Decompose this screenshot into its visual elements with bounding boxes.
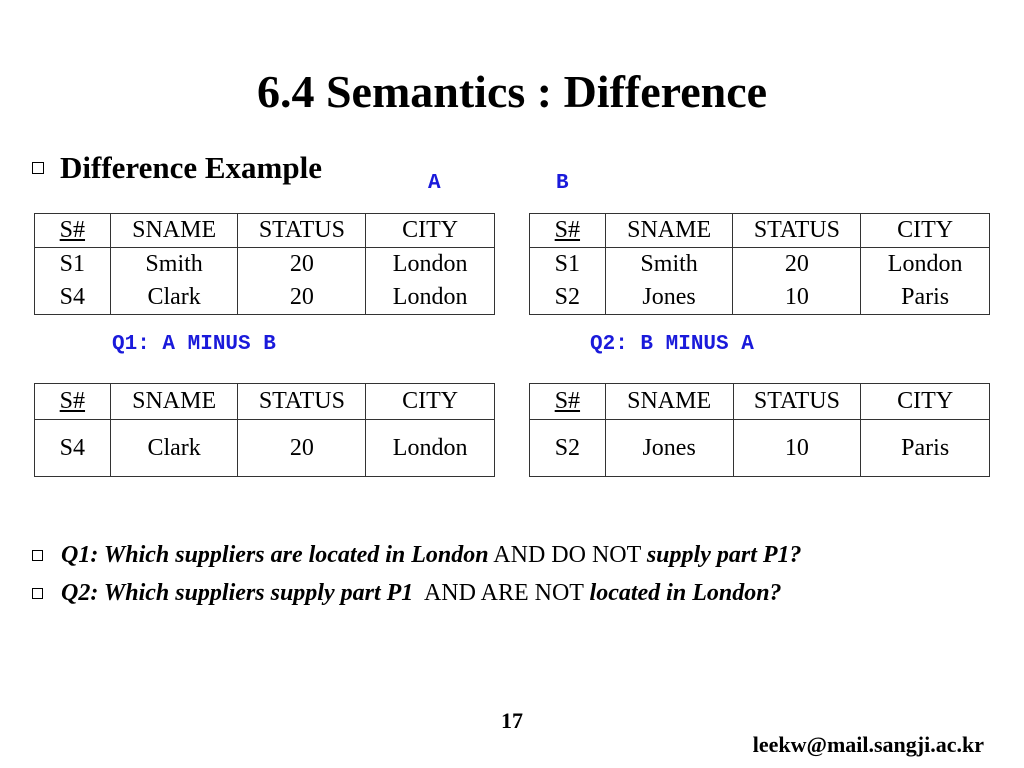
table-cell: Smith xyxy=(110,248,238,282)
table-cell: Jones xyxy=(605,282,733,315)
query-q2-label: Q2: B MINUS A xyxy=(590,333,754,356)
column-header: STATUS xyxy=(238,384,366,420)
table-cell: Jones xyxy=(605,420,733,477)
table-cell: S1 xyxy=(35,248,111,282)
column-header: SNAME xyxy=(110,384,238,420)
column-header: S# xyxy=(35,384,111,420)
section-heading-text: Difference Example xyxy=(60,150,322,185)
column-header: STATUS xyxy=(733,214,861,248)
relation-b-table xyxy=(529,213,990,315)
table-cell: 20 xyxy=(238,282,366,315)
column-header: CITY xyxy=(366,214,495,248)
table-cell: S1 xyxy=(530,248,606,282)
table-cell: London xyxy=(861,248,990,282)
table-cell: London xyxy=(366,248,495,282)
table-cell: 20 xyxy=(733,248,861,282)
list-item xyxy=(32,540,982,570)
question-q1 xyxy=(61,540,802,570)
table-cell: Paris xyxy=(861,420,990,477)
question-list xyxy=(32,540,982,616)
table-row xyxy=(530,420,990,477)
question-q2-part1: Q2: Which suppliers supply part P1 xyxy=(61,580,414,606)
table-cell: 10 xyxy=(733,282,861,315)
question-q1-part3: supply part P1? xyxy=(646,542,802,568)
list-item xyxy=(32,578,982,608)
table-cell: Clark xyxy=(110,420,238,477)
column-header: S# xyxy=(530,214,606,248)
column-header: STATUS xyxy=(733,384,861,420)
square-bullet-icon xyxy=(32,588,43,599)
column-header: CITY xyxy=(861,214,990,248)
result-q1-table xyxy=(34,383,495,477)
question-q2-part3: located in London? xyxy=(589,580,782,606)
table-row xyxy=(530,282,990,315)
query-q1-label: Q1: A MINUS B xyxy=(112,333,276,356)
table-row xyxy=(35,248,495,282)
author-email: leekw@mail.sangji.ac.kr xyxy=(752,732,984,757)
question-q2 xyxy=(61,578,782,608)
question-q2-part2: AND ARE NOT xyxy=(413,580,590,606)
table-cell: Paris xyxy=(861,282,990,315)
square-bullet-icon xyxy=(32,550,43,561)
table-cell: S4 xyxy=(35,420,111,477)
table-cell: Smith xyxy=(605,248,733,282)
result-q2-table xyxy=(529,383,990,477)
relation-a-label: A xyxy=(428,172,441,195)
table-cell: 10 xyxy=(733,420,861,477)
table-cell: London xyxy=(366,420,495,477)
column-header: SNAME xyxy=(110,214,238,248)
table-row xyxy=(35,420,495,477)
table-cell: 20 xyxy=(238,248,366,282)
section-heading xyxy=(32,150,322,186)
table-cell: S4 xyxy=(35,282,111,315)
relation-a-table xyxy=(34,213,495,315)
page-number: 17 xyxy=(501,708,523,733)
table-cell: 20 xyxy=(238,420,366,477)
column-header: STATUS xyxy=(238,214,366,248)
table-row xyxy=(530,248,990,282)
column-header: CITY xyxy=(366,384,495,420)
table-row xyxy=(35,282,495,315)
table-cell: S2 xyxy=(530,420,606,477)
question-q1-part1: Q1: Which suppliers are located in London xyxy=(61,542,489,568)
table-cell: Clark xyxy=(110,282,238,315)
square-bullet-icon xyxy=(32,162,44,174)
table-cell: London xyxy=(366,282,495,315)
column-header: SNAME xyxy=(605,384,733,420)
table-cell: S2 xyxy=(530,282,606,315)
relation-b-label: B xyxy=(556,172,569,195)
column-header: S# xyxy=(530,384,606,420)
column-header: S# xyxy=(35,214,111,248)
question-q1-part2: AND DO NOT xyxy=(488,542,647,568)
slide-title: 6.4 Semantics : Difference xyxy=(256,66,768,117)
column-header: CITY xyxy=(861,384,990,420)
column-header: SNAME xyxy=(605,214,733,248)
